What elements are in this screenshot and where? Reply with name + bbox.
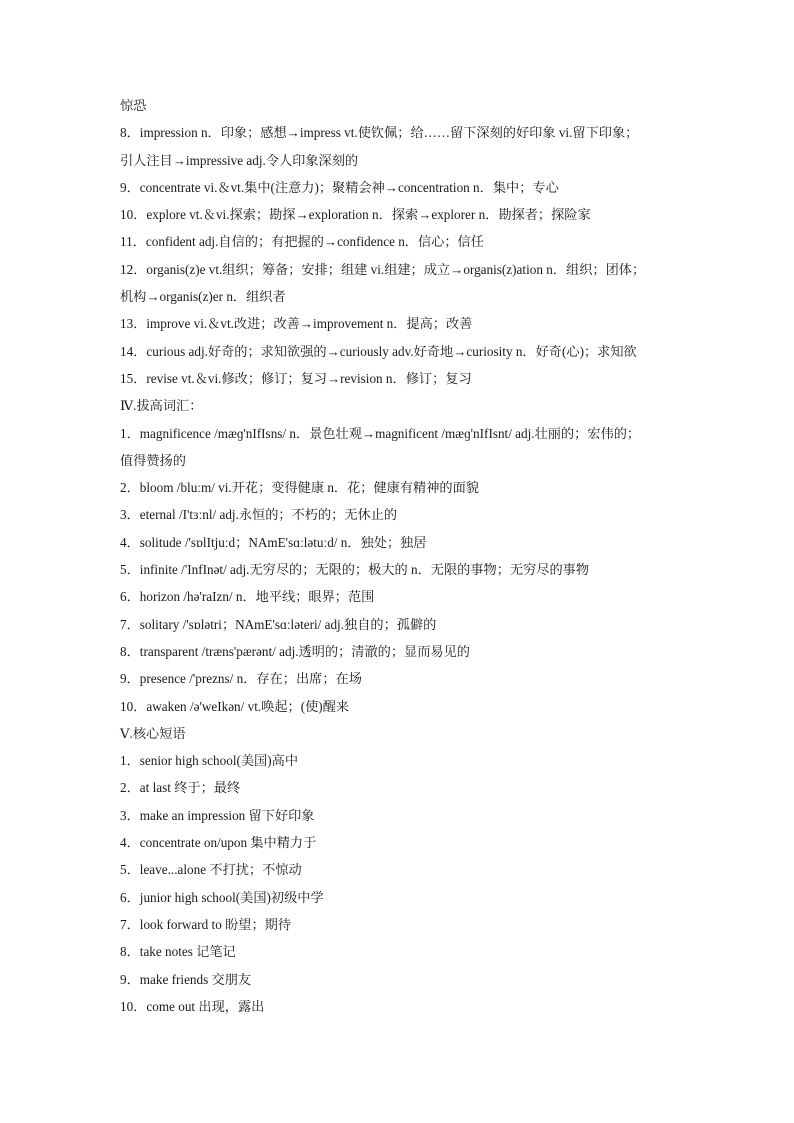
text-line: 12．organis(z)e vt.组织；筹备；安排；组建 vi.组建；成立→organis(z)ation n．组织；团体；: [120, 261, 646, 277]
text-line: 15．revise vt.＆vi.修改；修订；复习→revision n．修订；复习: [120, 370, 472, 386]
text-line: 值得赞扬的: [120, 452, 186, 468]
text-line: 6．junior high school(美国)初级中学: [120, 889, 324, 905]
text-line: 7．solitary /'sɒlətri；NAmE'sɑːləteri/ adj.独自的；孤僻的: [120, 616, 437, 632]
text-line: 4．solitude /'sɒlItjuːd；NAmE'sɑːlətuːd/ n．独处；独居: [120, 534, 427, 550]
text-line: 13．improve vi.＆vt.改进；改善→improvement n．提高；改善: [120, 316, 473, 332]
text-line: 5．infinite /'InfInət/ adj.无穷尽的；无限的；极大的 n．无限的事物；无穷尽的事物: [120, 562, 590, 578]
text-line: 8．impression n．印象；感想→impress vt.使钦佩；给……留下深刻的好印象 vi.留下印象；: [120, 125, 639, 141]
text-line: 1．senior high school(美国)高中: [120, 753, 299, 769]
text-line: 9．concentrate vi.＆vt.集中(注意力)；聚精会神→concentration n．集中；专心: [120, 179, 559, 195]
text-line: 引人注目→impressive adj.令人印象深刻的: [120, 152, 359, 168]
text-line: 8．take notes 记笔记: [120, 944, 236, 960]
text-line: 7．look forward to 盼望；期待: [120, 916, 292, 932]
text-line: 3．eternal /I'tɜːnl/ adj.永恒的；不朽的；无休止的: [120, 507, 398, 523]
text-line: 2．bloom /bluːm/ vi.开花；变得健康 n．花；健康有精神的面貌: [120, 480, 479, 496]
text-line: 惊恐: [120, 98, 147, 113]
section-heading: Ⅴ.核心短语: [120, 725, 186, 741]
text-line: 4．concentrate on/upon 集中精力于: [120, 835, 317, 851]
text-line: 10．awaken /ə'weIkən/ vt.唤起；(使)醒来: [120, 698, 350, 714]
text-line: 3．make an impression 留下好印象: [120, 807, 315, 823]
text-line: 9．make friends 交朋友: [120, 971, 252, 987]
text-line: 8．transparent /træns'pærənt/ adj.透明的；清澈的；显而易见的: [120, 643, 470, 659]
text-line: 5．leave...alone 不打扰；不惊动: [120, 862, 302, 878]
text-line: 1．magnificence /mæɡ'nIfIsns/ n．景色壮观→magnificent /mæɡ'nIfIsnt/ adj.壮丽的；宏伟的；: [120, 425, 641, 441]
text-line: 14．curious adj.好奇的；求知欲强的→curiously adv.好奇地→curiosity n．好奇(心)；求知欲: [120, 343, 637, 359]
section-heading: Ⅳ.拔高词汇：: [120, 398, 203, 414]
text-line: 10．come out 出现，露出: [120, 998, 265, 1014]
text-line: 2．at last 终于；最终: [120, 780, 241, 796]
text-line: 机构→organis(z)er n．组织者: [120, 289, 286, 305]
document-page: [120, 92, 700, 1020]
text-line: 10．explore vt.＆vi.探索；勘探→exploration n．探索→explorer n．勘探者；探险家: [120, 207, 591, 223]
text-line: 9．presence /'prezns/ n．存在；出席；在场: [120, 671, 362, 687]
text-line: 6．horizon /hə'raIzn/ n．地平线；眼界；范围: [120, 589, 375, 605]
text-line: 11．confident adj.自信的；有把握的→confidence n．信心；信任: [120, 234, 484, 250]
